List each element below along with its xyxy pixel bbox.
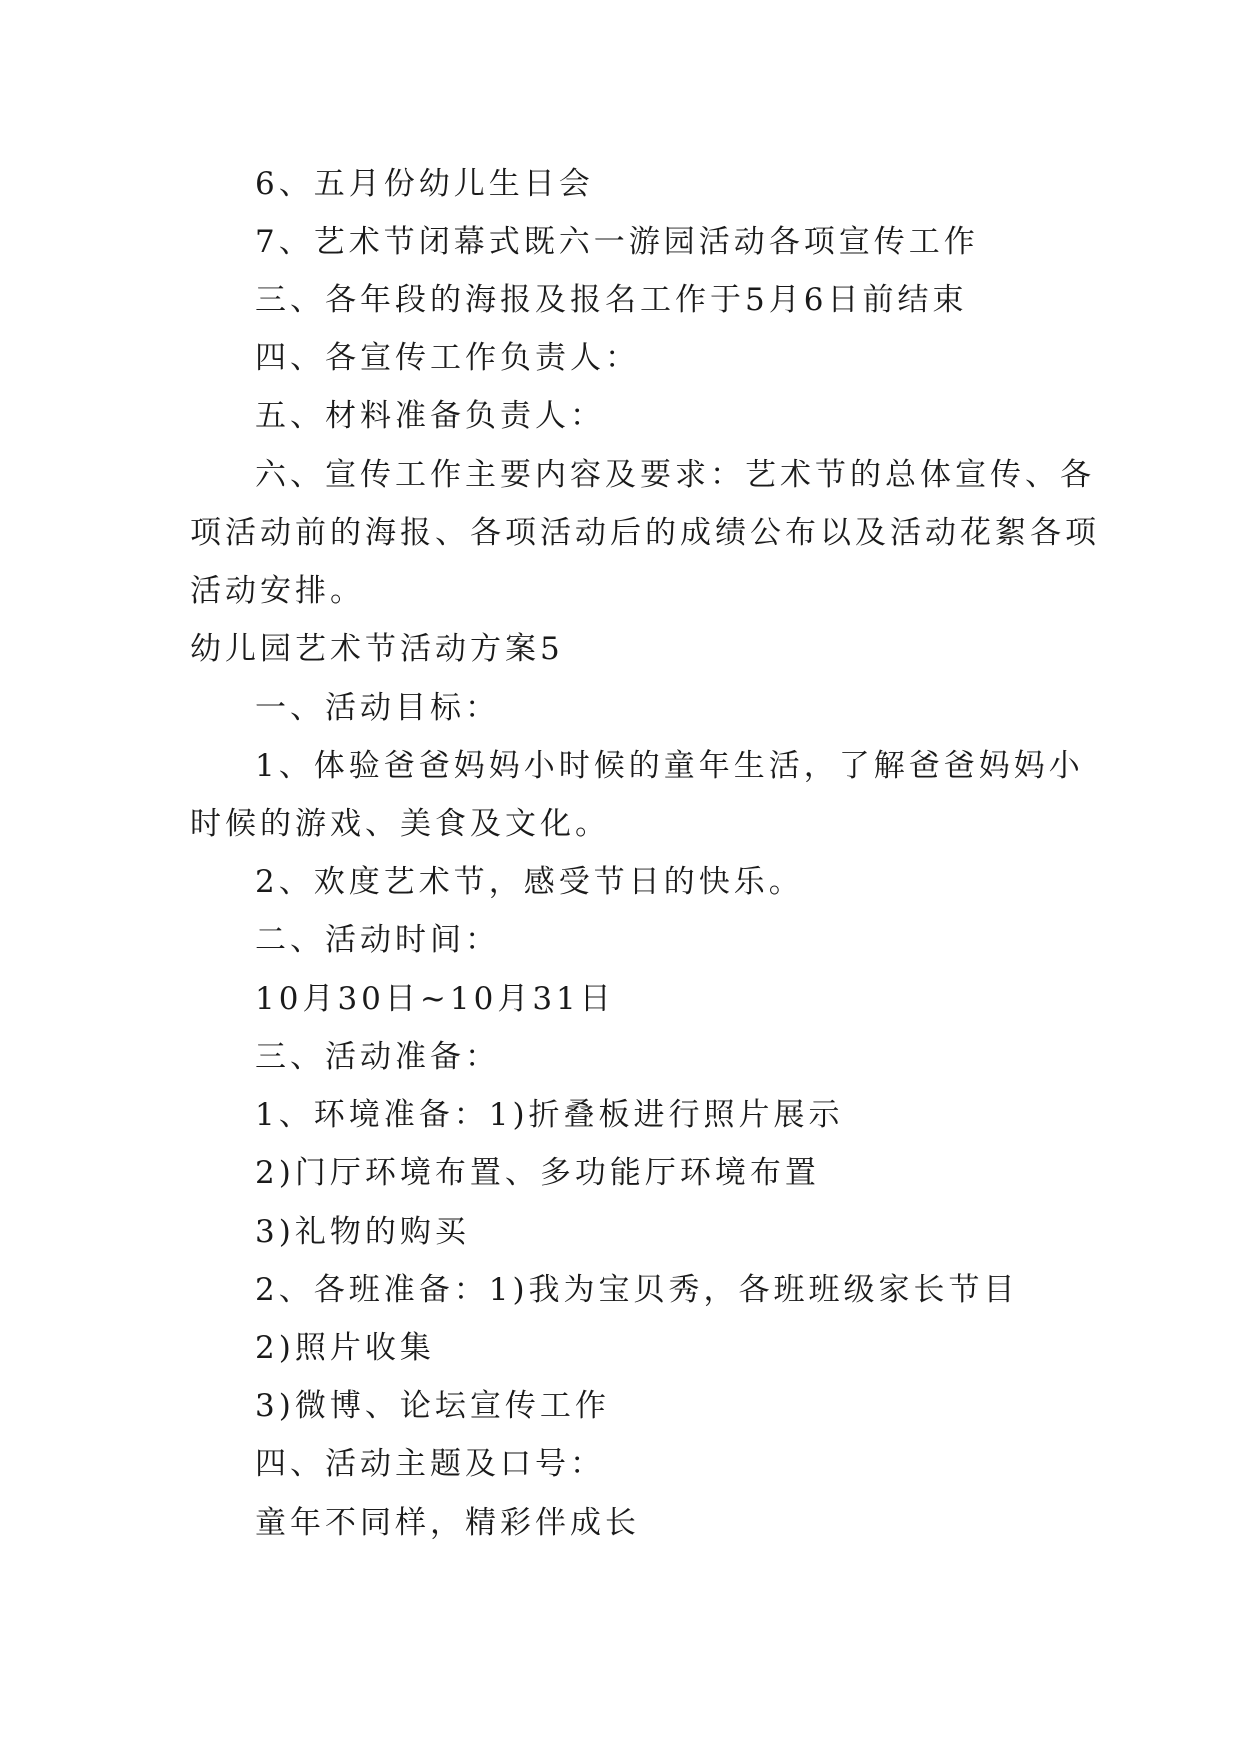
paragraph-continuation: 活动安排。 — [190, 573, 365, 609]
list-item-gift-purchase: 3)礼物的购买 — [255, 1214, 470, 1250]
list-item-goal-1: 1、体验爸爸妈妈小时候的童年生活，了解爸爸妈妈小 — [255, 748, 1084, 784]
paragraph-continuation: 时候的游戏、美食及文化。 — [190, 806, 610, 842]
activity-date-range: 10月30日~10月31日 — [255, 981, 615, 1017]
list-item-photo-collection: 2)照片收集 — [255, 1330, 435, 1366]
section-activity-preparation: 三、活动准备： — [255, 1039, 500, 1075]
document-heading: 幼儿园艺术节活动方案5 — [190, 631, 564, 667]
slogan-text: 童年不同样，精彩伴成长 — [255, 1505, 640, 1541]
paragraph-continuation: 项活动前的海报、各项活动后的成绩公布以及活动花絮各项 — [190, 515, 1100, 551]
section-activity-time: 二、活动时间： — [255, 922, 500, 958]
section-theme-slogan: 四、活动主题及口号： — [255, 1446, 605, 1482]
list-item-environment-prep: 1、环境准备：1)折叠板进行照片展示 — [255, 1097, 844, 1133]
list-item-class-prep: 2、各班准备：1)我为宝贝秀，各班班级家长节目 — [255, 1272, 1019, 1308]
section-publicity-content: 六、宣传工作主要内容及要求：艺术节的总体宣传、各 — [255, 457, 1095, 493]
list-item-weibo-forum: 3)微博、论坛宣传工作 — [255, 1388, 610, 1424]
list-item-closing-ceremony: 7、艺术节闭幕式既六一游园活动各项宣传工作 — [255, 224, 979, 260]
section-activity-goals: 一、活动目标： — [255, 690, 500, 726]
list-item-goal-2: 2、欢度艺术节，感受节日的快乐。 — [255, 864, 804, 900]
section-poster-registration: 三、各年段的海报及报名工作于5月6日前结束 — [255, 282, 968, 318]
section-publicity-owner: 四、各宣传工作负责人： — [255, 340, 640, 376]
section-materials-owner: 五、材料准备负责人： — [255, 398, 605, 434]
list-item-birthday: 6、五月份幼儿生日会 — [255, 166, 594, 202]
list-item-hall-layout: 2)门厅环境布置、多功能厅环境布置 — [255, 1155, 820, 1191]
